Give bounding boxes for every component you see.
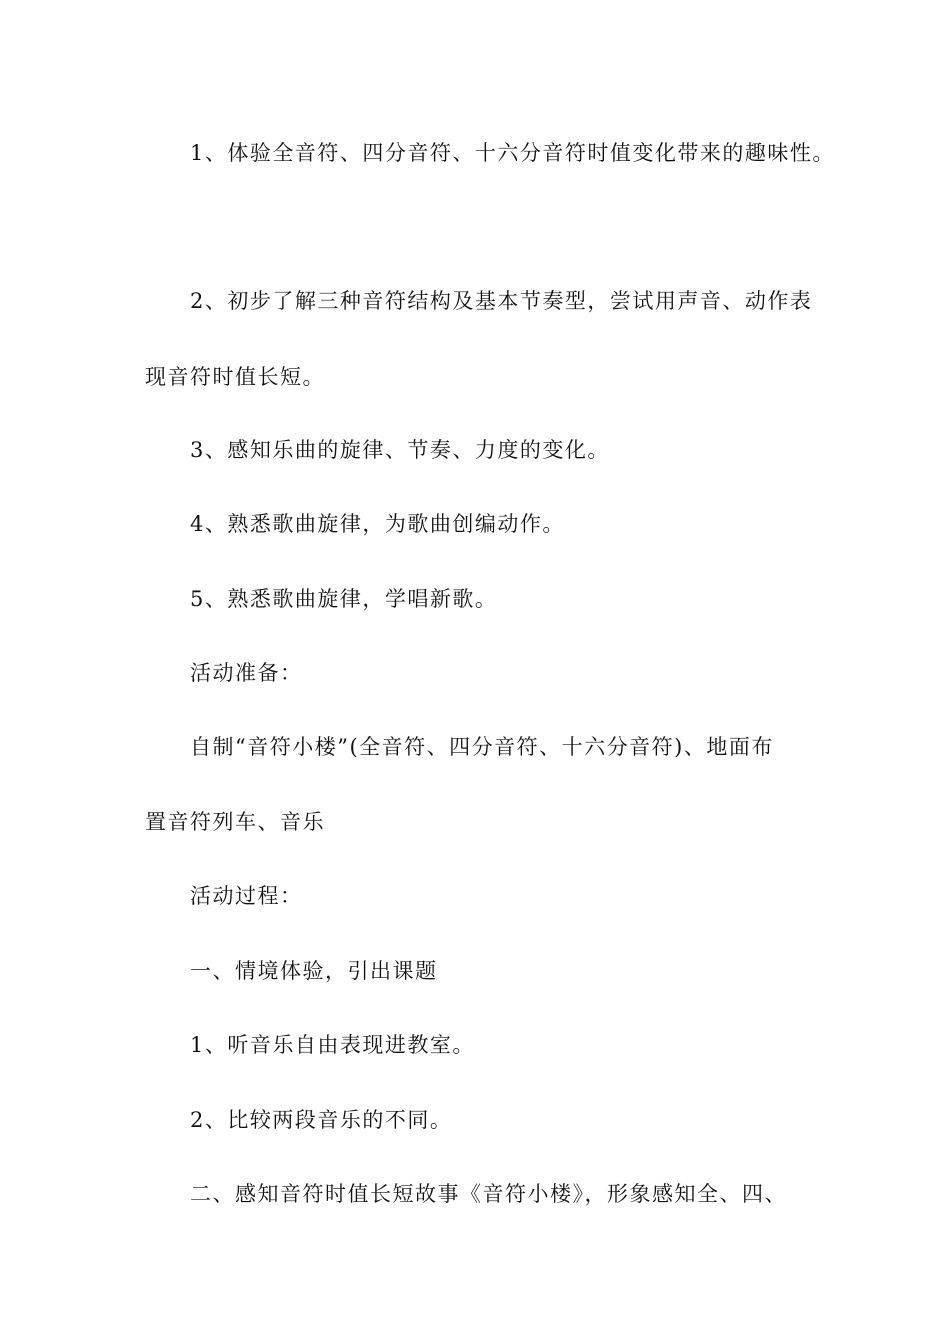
goal-item-2: 2、初步了解三种音符结构及基本节奏型，尝试用声音、动作表 (190, 289, 813, 313)
goal-item-1: 1、体验全音符、四分音符、十六分音符时值变化带来的趣味性。 (190, 141, 835, 165)
process-step-2-heading: 二、感知音符时值长短故事《音符小楼》，形象感知全、四、 (190, 1182, 787, 1206)
section-heading-process: 活动过程： (190, 884, 303, 908)
process-step-1-item-1: 1、听音乐自由表现进教室。 (190, 1033, 475, 1057)
goal-item-2-continued: 现音符时值长短。 (145, 365, 325, 389)
goal-item-3: 3、感知乐曲的旋律、节奏、力度的变化。 (190, 438, 610, 462)
process-step-1-heading: 一、情境体验，引出课题 (190, 959, 438, 983)
goal-item-5: 5、熟悉歌曲旋律，学唱新歌。 (190, 587, 498, 611)
goal-item-4: 4、熟悉歌曲旋律，为歌曲创编动作。 (190, 512, 565, 536)
section-heading-preparation: 活动准备： (190, 661, 303, 685)
preparation-text-continued: 置音符列车、音乐 (145, 810, 325, 834)
process-step-1-item-2: 2、比较两段音乐的不同。 (190, 1108, 453, 1132)
preparation-text: 自制“音符小楼”(全音符、四分音符、十六分音符)、地面布 (190, 735, 774, 759)
